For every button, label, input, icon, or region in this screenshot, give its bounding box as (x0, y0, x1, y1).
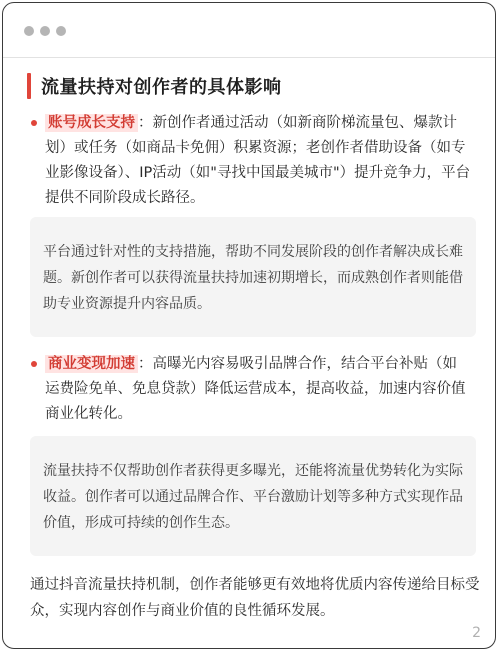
window-dot-icon (56, 26, 66, 36)
heading-accent-bar (27, 73, 31, 99)
window-dots (24, 26, 66, 36)
bullet-tag: 账号成长支持 (45, 114, 138, 132)
header-divider (3, 57, 495, 58)
page-number: 2 (472, 625, 481, 641)
bullet-text: ：新创作者通过活动（如新商阶梯流量包、爆款计划）或任务（如商品卡免佣）积累资源；老创作者借助设备（如专业影像设备）、IP活动（如"寻找中国最美城市"）提升竞争力，平台提供不同阶段成长路径。 (45, 115, 471, 206)
bullet-tag: 商业变现加速 (45, 355, 138, 373)
document-card (2, 2, 496, 649)
quote-block: 流量扶持不仅帮助创作者获得更多曝光，还能将流量优势转化为实际收益。创作者可以通过品牌合作、平台激励计划等多种方式实现作品价值，形成可持续的创作生态。 (30, 436, 476, 556)
closing-paragraph: 通过抖音流量扶持机制，创作者能够更有效地将优质内容传递给目标受众，实现内容创作与商业价值的良性循环发展。 (30, 577, 480, 619)
bullet-item-commercial (31, 352, 471, 427)
heading-text: 流量扶持对创作者的具体影响 (41, 77, 282, 98)
quote-block: 平台通过针对性的支持措施，帮助不同发展阶段的创作者解决成长难题。新创作者可以获得流量扶持加速初期增长，而成熟创作者则能借助专业资源提升内容品质。 (30, 217, 476, 337)
window-dot-icon (24, 26, 34, 36)
bullet-dot-icon (31, 120, 37, 126)
bullet-text: ：高曝光内容易吸引品牌合作，结合平台补贴（如运费险免单、免息贷款）降低运营成本，提高收益，加速内容价值商业化转化。 (45, 356, 466, 422)
window-dot-icon (40, 26, 50, 36)
bullet-dot-icon (31, 361, 37, 367)
section-heading (27, 73, 282, 99)
bullet-item-account-growth (31, 111, 471, 211)
